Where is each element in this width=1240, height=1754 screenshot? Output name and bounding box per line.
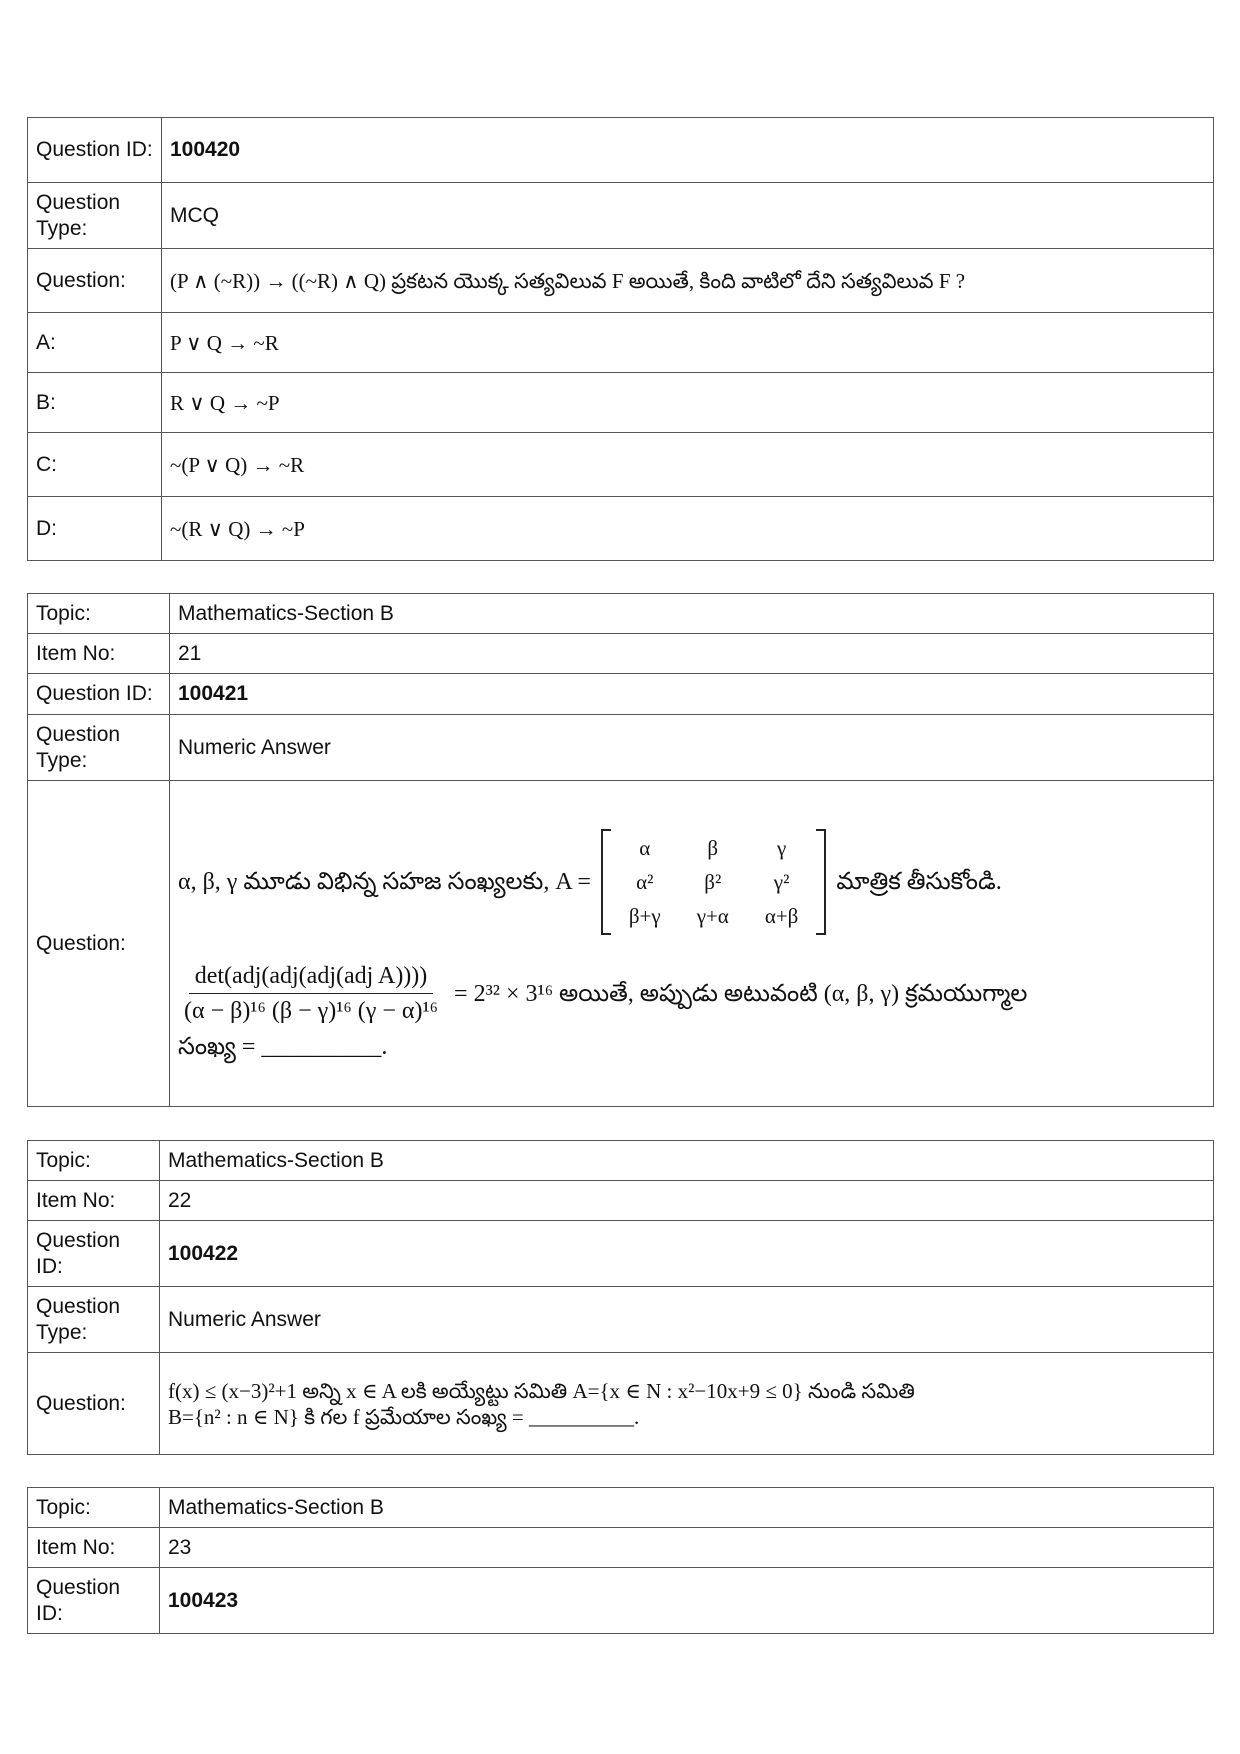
question-label: Question: xyxy=(28,1353,160,1455)
question-table-100423 xyxy=(27,1487,1214,1634)
question-id-value: 100423 xyxy=(160,1568,1214,1634)
question-id-label: Question ID: xyxy=(28,1221,160,1287)
option-row-b xyxy=(28,373,1214,433)
question-id-value: 100420 xyxy=(162,118,1214,183)
answer-line: సంఖ్య = __________. xyxy=(178,1034,388,1060)
topic-label: Topic: xyxy=(28,594,170,634)
topic-value: Mathematics-Section B xyxy=(170,594,1214,634)
matrix-cell: β² xyxy=(704,870,722,894)
topic-label: Topic: xyxy=(28,1488,160,1528)
table-row xyxy=(28,1141,1214,1181)
option-row-a xyxy=(28,313,1214,373)
matrix-line xyxy=(178,829,1205,935)
item-no-label: Item No: xyxy=(28,1181,160,1221)
matrix-cell: γ+α xyxy=(696,904,729,928)
topic-value: Mathematics-Section B xyxy=(160,1141,1214,1181)
matrix-cell: β+γ xyxy=(628,904,661,928)
option-c-label: C: xyxy=(28,433,162,497)
question-text: (P ∧ (~R)) → ((~R) ∧ Q) ప్రకటన యొక్క సత్యవిలువ F అయితే, కింది వాటిలో దేని సత్యవిలువ F ? xyxy=(162,249,1214,313)
question-body xyxy=(160,1353,1214,1455)
matrix-cell: α xyxy=(639,836,651,860)
question-label: Question: xyxy=(28,781,170,1107)
option-b-label: B: xyxy=(28,373,162,433)
item-no-value: 21 xyxy=(170,634,1214,674)
item-no-value: 23 xyxy=(160,1528,1214,1568)
item-no-label: Item No: xyxy=(28,1528,160,1568)
table-row xyxy=(28,781,1214,1107)
table-row xyxy=(28,674,1214,715)
item-no-value: 22 xyxy=(160,1181,1214,1221)
option-b-text: R ∨ Q → ~P xyxy=(162,373,1214,433)
question-id-value: 100422 xyxy=(160,1221,1214,1287)
option-d-text: ~(R ∨ Q) → ~P xyxy=(162,497,1214,561)
question-line-1: f(x) ≤ (x−3)²+1 అన్ని x ∈ A లకి అయ్యేట్టు సమితి A={x ∈ N : x²−10x+9 ≤ 0} నుండి సమితి xyxy=(168,1378,915,1403)
matrix-suffix: మాత్రిక తీసుకోండి. xyxy=(836,869,1002,895)
question-type-value: MCQ xyxy=(162,183,1214,249)
table-row xyxy=(28,1528,1214,1568)
fraction-denominator: (α − β)¹⁶ (β − γ)¹⁶ (γ − α)¹⁶ xyxy=(184,998,439,1024)
question-type-label: Question Type: xyxy=(28,183,162,249)
option-row-d xyxy=(28,497,1214,561)
question-id-label: Question ID: xyxy=(28,674,170,715)
matrix-cell: γ xyxy=(776,836,787,860)
question-body xyxy=(170,781,1214,1107)
option-row-c xyxy=(28,433,1214,497)
option-c-text: ~(P ∨ Q) → ~R xyxy=(162,433,1214,497)
question-type-label: Question Type: xyxy=(28,1287,160,1353)
question-type-value: Numeric Answer xyxy=(170,715,1214,781)
fraction-numerator: det(adj(adj(adj(adj A)))) xyxy=(189,963,434,994)
option-d-label: D: xyxy=(28,497,162,561)
question-table-100421 xyxy=(27,593,1214,1107)
topic-value: Mathematics-Section B xyxy=(160,1488,1214,1528)
table-row xyxy=(28,1287,1214,1353)
table-row xyxy=(28,1488,1214,1528)
matrix-cell: α+β xyxy=(764,904,799,928)
table-row xyxy=(28,1221,1214,1287)
matrix-cell: β xyxy=(707,836,719,860)
question-label: Question: xyxy=(28,249,162,313)
table-row xyxy=(28,715,1214,781)
question-table-100420 xyxy=(27,117,1214,561)
question-id-value: 100421 xyxy=(170,674,1214,715)
table-row xyxy=(28,634,1214,674)
table-row xyxy=(28,118,1214,183)
matrix-a xyxy=(601,829,826,935)
question-table-100422 xyxy=(27,1140,1214,1455)
matrix-prefix: α, β, γ మూడు విభిన్న సహజ సంఖ్యలకు, A = xyxy=(178,869,591,895)
fraction-line xyxy=(178,963,1205,1024)
question-id-label: Question ID: xyxy=(28,118,162,183)
item-no-label: Item No: xyxy=(28,634,170,674)
option-a-label: A: xyxy=(28,313,162,373)
fraction-rest: = 2³² × 3¹⁶ అయితే, అప్పుడు అటువంటి (α, β, γ) క్రమయుగ్మాల xyxy=(454,980,1028,1007)
fraction xyxy=(178,963,444,1024)
matrix-cell: γ² xyxy=(773,870,790,894)
table-row xyxy=(28,1353,1214,1455)
question-id-label: Question ID: xyxy=(28,1568,160,1634)
table-row xyxy=(28,594,1214,634)
question-line-2: B={n² : n ∈ N} కి గల f ప్రమేయాల సంఖ్య = __________. xyxy=(168,1404,640,1429)
topic-label: Topic: xyxy=(28,1141,160,1181)
table-row xyxy=(28,1568,1214,1634)
question-type-label: Question Type: xyxy=(28,715,170,781)
table-row xyxy=(28,1181,1214,1221)
table-row xyxy=(28,249,1214,313)
matrix-cell: α² xyxy=(636,870,654,894)
table-row xyxy=(28,183,1214,249)
option-a-text: P ∨ Q → ~R xyxy=(162,313,1214,373)
question-type-value: Numeric Answer xyxy=(160,1287,1214,1353)
